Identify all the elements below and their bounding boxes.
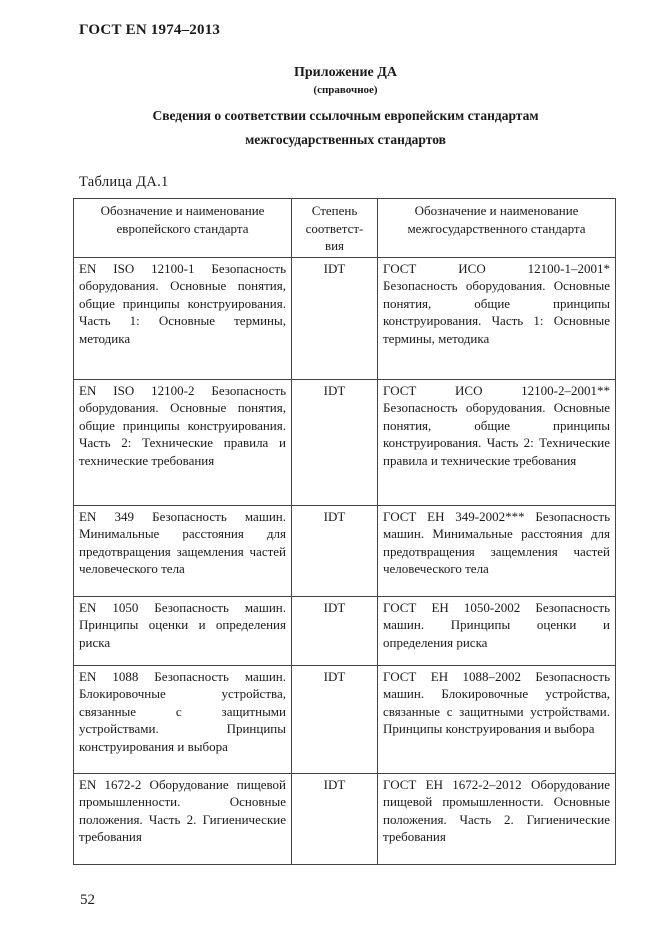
degree-cell: IDT (292, 505, 378, 596)
table-row (74, 505, 616, 596)
table-caption: Таблица ДА.1 (79, 174, 169, 190)
table-header-row (74, 199, 616, 258)
interstate-standard-cell: ГОСТ ИСО 12100-2–2001** Безопасность оборудования. Основные понятия, общие принципы конструирования. Часть 2: Технические правила и технические требования (378, 379, 616, 505)
european-standard-cell: EN ISO 12100-1 Безопасность оборудования. Основные понятия, общие принципы конструирования. Часть 1: Основные термины, методика (74, 257, 292, 379)
correspondence-table (73, 198, 616, 865)
european-standard-cell: EN ISO 12100-2 Безопасность оборудования. Основные понятия, общие принципы конструирования. Часть 2: Технические правила и технические требования (74, 379, 292, 505)
document-header: ГОСТ EN 1974–2013 (79, 22, 221, 38)
interstate-standard-cell: ГОСТ ЕН 1088–2002 Безопасность машин. Блокировочные устройства, связанные с защитными устройствами. Принципы конструирования и выбора (378, 665, 616, 773)
european-standard-cell: EN 349 Безопасность машин. Минимальные расстояния для предотвращения защемления частей человеческого тела (74, 505, 292, 596)
column-header-interstate: Обозначение и наименование межгосударственного стандарта (378, 199, 616, 258)
degree-cell: IDT (292, 257, 378, 379)
table-row (74, 379, 616, 505)
european-standard-cell: EN 1088 Безопасность машин. Блокировочные устройства, связанные с защитными устройствами. Принципы конструирования и выбора (74, 665, 292, 773)
annex-heading (0, 104, 661, 152)
degree-cell: IDT (292, 773, 378, 864)
annex-title: Приложение ДА (293, 65, 398, 80)
interstate-standard-cell: ГОСТ ИСО 12100-1–2001* Безопасность оборудования. Основные понятия, общие принципы конструирования. Часть 1: Основные термины, методика (378, 257, 616, 379)
annex-subtitle: (справочное) (313, 84, 378, 96)
european-standard-cell: EN 1672-2 Оборудование пищевой промышленности. Основные положения. Часть 2. Гигиенические требования (74, 773, 292, 864)
page-number: 52 (80, 892, 95, 908)
column-header-degree: Степень соответст-вия (292, 199, 378, 258)
european-standard-cell: EN 1050 Безопасность машин. Принципы оценки и определения риска (74, 596, 292, 665)
interstate-standard-cell: ГОСТ ЕН 1672-2–2012 Оборудование пищевой промышленности. Основные положения. Часть 2. Гигиенические требования (378, 773, 616, 864)
column-header-european: Обозначение и наименование европейского стандарта (74, 199, 292, 258)
degree-cell: IDT (292, 665, 378, 773)
table-row (74, 665, 616, 773)
degree-cell: IDT (292, 596, 378, 665)
annex-heading-line-2: межгосударственных стандартов (245, 132, 446, 147)
annex-heading-line-1: Сведения о соответствии ссылочным европейским стандартам (152, 108, 539, 123)
table-row (74, 257, 616, 379)
interstate-standard-cell: ГОСТ ЕН 1050-2002 Безопасность машин. Принципы оценки и определения риска (378, 596, 616, 665)
table-row (74, 596, 616, 665)
table-row (74, 773, 616, 864)
degree-cell: IDT (292, 379, 378, 505)
interstate-standard-cell: ГОСТ ЕН 349-2002*** Безопасность машин. Минимальные расстояния для предотвращения защемления частей человеческого тела (378, 505, 616, 596)
